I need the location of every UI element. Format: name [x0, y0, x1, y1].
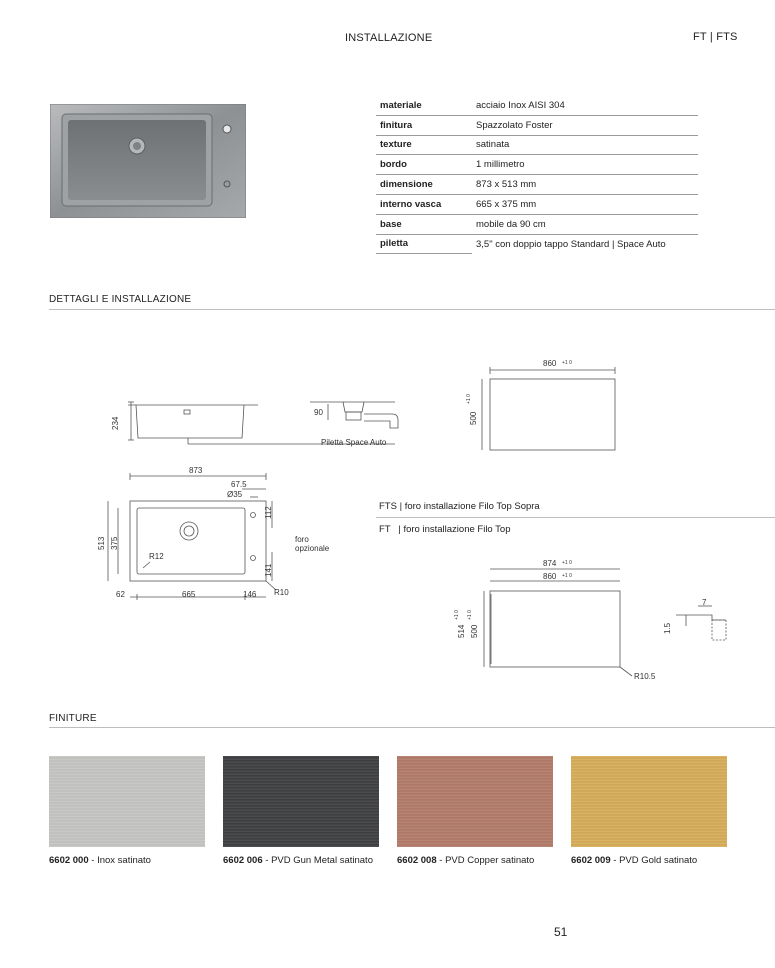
dim-height-inner: 375 — [110, 536, 119, 550]
dim-fts-height: 500 — [469, 411, 478, 425]
spec-row: finitura Spazzolato Foster — [376, 115, 698, 135]
dim-141: 141 — [264, 563, 273, 577]
spec-row: base mobile da 90 cm — [376, 214, 698, 234]
finish-swatch-gun-metal — [223, 756, 379, 847]
finish-label: 6602 008 - PVD Copper satinato — [397, 855, 535, 866]
sink-product-image — [50, 104, 246, 218]
finish-label: 6602 000 - Inox satinato — [49, 855, 151, 866]
dim-ft-inner-height: 500 — [470, 624, 479, 638]
dim-fts-height-tol: +1 0 — [466, 394, 472, 404]
dim-112: 112 — [264, 506, 273, 519]
spec-row: bordo 1 millimetro — [376, 155, 698, 175]
install-option-divider — [376, 517, 775, 518]
dim-detail-7: 7 — [702, 598, 707, 607]
dim-ft-outer-height: 514 — [457, 624, 466, 638]
spec-table — [376, 96, 698, 254]
dim-height-outer: 513 — [97, 536, 106, 550]
dim-detail-15: 1.5 — [663, 622, 672, 634]
dim-top-offset: 67.5 — [231, 480, 247, 489]
dim-ft-inner-width-tol: +1 0 — [562, 573, 572, 579]
page-number: 51 — [554, 925, 568, 939]
install-option-ft: FT | foro installazione Filo Top — [379, 524, 511, 535]
finish-swatch-copper — [397, 756, 553, 847]
foro-label-1: foro — [295, 535, 309, 544]
install-option-fts: FTS | foro installazione Filo Top Sopra — [379, 501, 540, 512]
finish-swatch-inox — [49, 756, 205, 847]
dim-drain-height: 90 — [314, 408, 323, 417]
section-title-details: DETTAGLI E INSTALLAZIONE — [49, 294, 192, 305]
finish-swatch-gold — [571, 756, 727, 847]
spec-row: materiale acciaio Inox AISI 304 — [376, 96, 698, 115]
finish-label: 6602 006 - PVD Gun Metal satinato — [223, 855, 373, 866]
dim-inner-width: 665 — [182, 590, 196, 599]
dim-fts-width: 860 — [543, 359, 557, 368]
section-divider — [49, 727, 775, 728]
dim-ft-outer-width-tol: +1 0 — [562, 560, 572, 566]
spec-row: dimensione 873 x 513 mm — [376, 175, 698, 195]
dim-fts-width-tol: +1 0 — [562, 360, 572, 366]
dim-radius-inner: R12 — [149, 552, 164, 561]
dim-side-height: 234 — [111, 416, 120, 430]
page-header-code: FT | FTS — [693, 31, 738, 43]
drain-label: Piletta Space Auto — [321, 438, 387, 447]
dim-ft-radius: R10.5 — [634, 672, 656, 681]
dim-radius-outer: R10 — [274, 588, 289, 597]
finish-label: 6602 009 - PVD Gold satinato — [571, 855, 698, 866]
spec-row: interno vasca 665 x 375 mm — [376, 194, 698, 214]
section-title-finishes: FINITURE — [49, 713, 97, 724]
dim-left-margin: 62 — [116, 590, 125, 599]
foro-label-2: opzionale — [295, 544, 330, 553]
page-header-title: INSTALLAZIONE — [345, 32, 433, 44]
dim-ft-inner-width: 860 — [543, 572, 557, 581]
dim-right-margin: 146 — [243, 590, 257, 599]
dim-hole-diameter: Ø35 — [227, 490, 243, 499]
dim-ft-outer-width: 874 — [543, 559, 557, 568]
spec-row: texture satinata — [376, 135, 698, 155]
dim-top-width: 873 — [189, 466, 203, 475]
dim-ft-inner-height-tol: +1 0 — [467, 610, 473, 620]
dim-ft-outer-height-tol: +1 0 — [454, 610, 460, 620]
spec-row: piletta 3,5" con doppio tappo Standard | Space Auto — [376, 234, 698, 254]
